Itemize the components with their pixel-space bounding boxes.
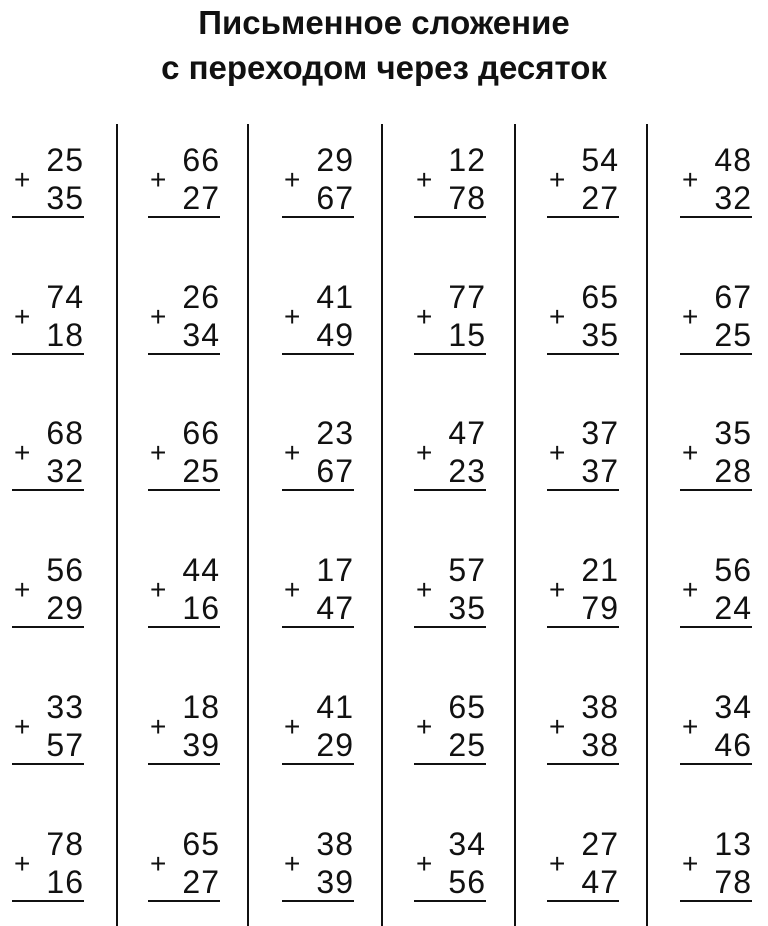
plus-sign: + xyxy=(682,848,699,879)
column-divider xyxy=(116,124,118,926)
addend-top: 41 xyxy=(316,279,354,315)
plus-sign: + xyxy=(682,437,699,468)
column-divider xyxy=(247,124,249,926)
answer-line xyxy=(547,353,619,355)
addition-problem xyxy=(680,279,752,357)
addend-top: 66 xyxy=(182,415,220,451)
plus-sign: + xyxy=(682,711,699,742)
answer-line xyxy=(148,763,220,765)
answer-line xyxy=(282,900,354,902)
answer-line xyxy=(282,489,354,491)
answer-line xyxy=(547,626,619,628)
answer-line xyxy=(547,216,619,218)
addend-top: 17 xyxy=(316,552,354,588)
column-divider xyxy=(514,124,516,926)
answer-line xyxy=(12,489,84,491)
addition-problem xyxy=(282,552,354,630)
addend-bottom: 25 xyxy=(714,317,752,353)
answer-line xyxy=(414,353,486,355)
addend-top: 38 xyxy=(316,826,354,862)
addend-top: 25 xyxy=(46,142,84,178)
addend-bottom: 78 xyxy=(448,180,486,216)
addend-top: 78 xyxy=(46,826,84,862)
addend-bottom: 78 xyxy=(714,864,752,900)
addend-bottom: 29 xyxy=(46,590,84,626)
addend-bottom: 34 xyxy=(182,317,220,353)
addend-bottom: 67 xyxy=(316,180,354,216)
plus-sign: + xyxy=(150,848,167,879)
answer-line xyxy=(680,626,752,628)
plus-sign: + xyxy=(549,164,566,195)
plus-sign: + xyxy=(284,711,301,742)
addend-top: 65 xyxy=(448,689,486,725)
addend-top: 26 xyxy=(182,279,220,315)
addition-problem xyxy=(680,142,752,220)
addend-top: 13 xyxy=(714,826,752,862)
addend-top: 65 xyxy=(581,279,619,315)
answer-line xyxy=(282,216,354,218)
addend-bottom: 23 xyxy=(448,453,486,489)
addend-top: 67 xyxy=(714,279,752,315)
addition-problem xyxy=(547,415,619,493)
addend-bottom: 15 xyxy=(448,317,486,353)
addition-problem xyxy=(414,415,486,493)
addition-problem xyxy=(547,279,619,357)
addend-top: 23 xyxy=(316,415,354,451)
plus-sign: + xyxy=(14,574,31,605)
plus-sign: + xyxy=(284,301,301,332)
column-divider xyxy=(381,124,383,926)
addend-top: 66 xyxy=(182,142,220,178)
answer-line xyxy=(680,353,752,355)
addend-bottom: 39 xyxy=(316,864,354,900)
plus-sign: + xyxy=(416,301,433,332)
answer-line xyxy=(414,216,486,218)
addend-bottom: 25 xyxy=(448,727,486,763)
plus-sign: + xyxy=(549,574,566,605)
addend-top: 18 xyxy=(182,689,220,725)
addition-problem xyxy=(414,279,486,357)
addend-bottom: 27 xyxy=(182,864,220,900)
plus-sign: + xyxy=(549,848,566,879)
answer-line xyxy=(414,900,486,902)
plus-sign: + xyxy=(284,848,301,879)
addend-top: 77 xyxy=(448,279,486,315)
plus-sign: + xyxy=(14,164,31,195)
answer-line xyxy=(547,489,619,491)
answer-line xyxy=(12,216,84,218)
addition-problem xyxy=(282,826,354,904)
plus-sign: + xyxy=(284,574,301,605)
addend-bottom: 49 xyxy=(316,317,354,353)
addition-problem xyxy=(414,826,486,904)
addition-problem xyxy=(12,415,84,493)
answer-line xyxy=(148,216,220,218)
addend-bottom: 32 xyxy=(46,453,84,489)
addend-top: 56 xyxy=(714,552,752,588)
addition-problem xyxy=(12,279,84,357)
plus-sign: + xyxy=(549,437,566,468)
plus-sign: + xyxy=(682,574,699,605)
worksheet-title: Письменное сложение xyxy=(198,4,570,41)
addend-top: 34 xyxy=(714,689,752,725)
answer-line xyxy=(680,763,752,765)
addition-problem xyxy=(547,142,619,220)
addend-bottom: 24 xyxy=(714,590,752,626)
addition-problem xyxy=(414,142,486,220)
addend-top: 68 xyxy=(46,415,84,451)
answer-line xyxy=(282,626,354,628)
addend-bottom: 25 xyxy=(182,453,220,489)
addend-top: 74 xyxy=(46,279,84,315)
addition-problem xyxy=(12,689,84,767)
answer-line xyxy=(414,626,486,628)
answer-line xyxy=(12,900,84,902)
addition-problem xyxy=(148,689,220,767)
addend-bottom: 67 xyxy=(316,453,354,489)
addend-bottom: 38 xyxy=(581,727,619,763)
plus-sign: + xyxy=(14,301,31,332)
addend-bottom: 29 xyxy=(316,727,354,763)
plus-sign: + xyxy=(682,301,699,332)
addition-problem xyxy=(282,415,354,493)
plus-sign: + xyxy=(150,164,167,195)
addend-top: 56 xyxy=(46,552,84,588)
plus-sign: + xyxy=(14,711,31,742)
addition-problem xyxy=(148,552,220,630)
addition-problem xyxy=(414,552,486,630)
addition-problem xyxy=(680,826,752,904)
addend-top: 41 xyxy=(316,689,354,725)
addition-problem xyxy=(148,415,220,493)
answer-line xyxy=(680,489,752,491)
plus-sign: + xyxy=(416,437,433,468)
column-divider xyxy=(646,124,648,926)
addition-problem xyxy=(148,826,220,904)
answer-line xyxy=(148,900,220,902)
answer-line xyxy=(282,353,354,355)
addend-bottom: 57 xyxy=(46,727,84,763)
plus-sign: + xyxy=(284,437,301,468)
plus-sign: + xyxy=(284,164,301,195)
addend-top: 33 xyxy=(46,689,84,725)
addition-problem xyxy=(680,689,752,767)
answer-line xyxy=(148,353,220,355)
addend-bottom: 37 xyxy=(581,453,619,489)
addition-problem xyxy=(12,142,84,220)
plus-sign: + xyxy=(416,574,433,605)
addend-bottom: 35 xyxy=(448,590,486,626)
addition-problem xyxy=(547,826,619,904)
addend-bottom: 56 xyxy=(448,864,486,900)
answer-line xyxy=(148,626,220,628)
answer-line xyxy=(12,763,84,765)
addend-bottom: 35 xyxy=(581,317,619,353)
answer-line xyxy=(414,763,486,765)
plus-sign: + xyxy=(150,301,167,332)
addend-top: 48 xyxy=(714,142,752,178)
addend-bottom: 27 xyxy=(581,180,619,216)
addend-top: 34 xyxy=(448,826,486,862)
addend-bottom: 47 xyxy=(316,590,354,626)
addend-top: 27 xyxy=(581,826,619,862)
addition-problem xyxy=(148,142,220,220)
addend-top: 35 xyxy=(714,415,752,451)
answer-line xyxy=(12,353,84,355)
plus-sign: + xyxy=(682,164,699,195)
addend-bottom: 27 xyxy=(182,180,220,216)
answer-line xyxy=(282,763,354,765)
addend-bottom: 47 xyxy=(581,864,619,900)
addend-bottom: 16 xyxy=(46,864,84,900)
plus-sign: + xyxy=(416,848,433,879)
addend-top: 29 xyxy=(316,142,354,178)
plus-sign: + xyxy=(150,437,167,468)
answer-line xyxy=(680,900,752,902)
addition-problem xyxy=(680,415,752,493)
answer-line xyxy=(148,489,220,491)
addition-problem xyxy=(680,552,752,630)
answer-line xyxy=(547,763,619,765)
plus-sign: + xyxy=(150,574,167,605)
addition-problem xyxy=(282,689,354,767)
answer-line xyxy=(680,216,752,218)
addend-top: 54 xyxy=(581,142,619,178)
addition-problem xyxy=(148,279,220,357)
addition-problem xyxy=(547,552,619,630)
plus-sign: + xyxy=(549,711,566,742)
addend-top: 47 xyxy=(448,415,486,451)
plus-sign: + xyxy=(416,164,433,195)
addend-bottom: 79 xyxy=(581,590,619,626)
addend-top: 44 xyxy=(182,552,220,588)
plus-sign: + xyxy=(14,848,31,879)
addend-bottom: 28 xyxy=(714,453,752,489)
addend-bottom: 18 xyxy=(46,317,84,353)
addend-top: 37 xyxy=(581,415,619,451)
addend-top: 65 xyxy=(182,826,220,862)
addition-problem xyxy=(282,279,354,357)
plus-sign: + xyxy=(549,301,566,332)
plus-sign: + xyxy=(150,711,167,742)
worksheet-subtitle: с переходом через десяток xyxy=(161,49,607,86)
plus-sign: + xyxy=(416,711,433,742)
addition-problem xyxy=(414,689,486,767)
addition-problem xyxy=(547,689,619,767)
addend-top: 38 xyxy=(581,689,619,725)
answer-line xyxy=(414,489,486,491)
addition-problem xyxy=(12,826,84,904)
addend-bottom: 35 xyxy=(46,180,84,216)
addend-top: 57 xyxy=(448,552,486,588)
addition-problem xyxy=(282,142,354,220)
addend-top: 21 xyxy=(581,552,619,588)
addend-bottom: 16 xyxy=(182,590,220,626)
addition-problem xyxy=(12,552,84,630)
addend-bottom: 39 xyxy=(182,727,220,763)
answer-line xyxy=(547,900,619,902)
addend-top: 12 xyxy=(448,142,486,178)
answer-line xyxy=(12,626,84,628)
addend-bottom: 46 xyxy=(714,727,752,763)
plus-sign: + xyxy=(14,437,31,468)
addend-bottom: 32 xyxy=(714,180,752,216)
